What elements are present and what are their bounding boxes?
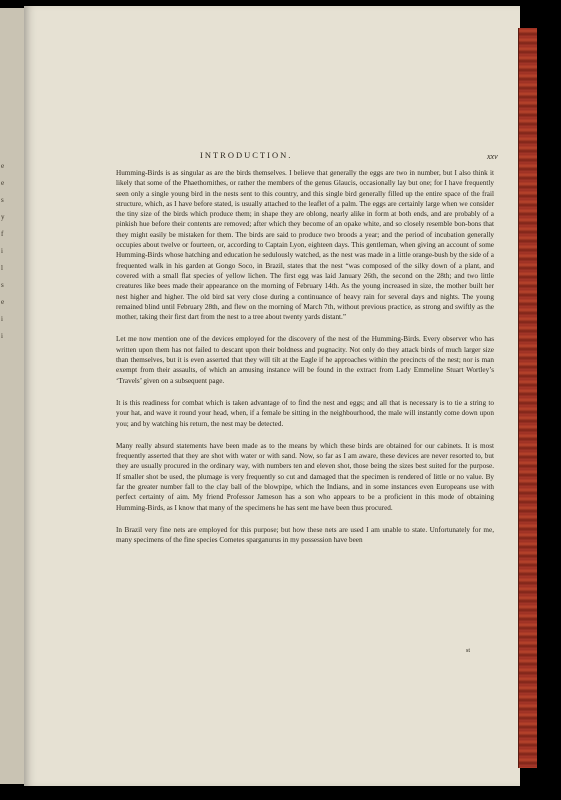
paragraph: Many really absurd statements have been made as to the means by which these birds are obtained for our cabinets. It is most frequently asserted that they are shot with water or with sand. Now, so far as I am aware, these devices are never resorted to, but they are usually procured in the ordinary way, with numbers ten and eleven shot, those being the sizes best suited for the purpose. If smaller shot be used, the plumage is very frequently so cut and damaged that the specimen is rendered of little or no value. By far the greater number fall to the clay ball of the blowpipe, which the Indians, and in some instances even Europeans use with perfect certainty of aim. My friend Professor Jameson has a son who appears to be a proficient in this mode of obtaining Humming-Birds, as I know that many of the specimens he has sent me have been thus procured. [116,441,494,512]
margin-letter: l [1,264,3,272]
margin-letter: e [1,298,5,306]
previous-page-edge [0,8,25,784]
previous-page-margin-letters [1,158,13,345]
paragraph: In Brazil very fine nets are employed for this purpose; but how these nets are used I am unable to state. Unfortunately for me, many specimens of the fine species Cometes sparganurus in my possession have been [116,525,494,545]
margin-letter: y [1,213,5,221]
margin-letter: e [1,162,5,170]
page-number: xxv [487,152,498,161]
paragraph: It is this readiness for combat which is taken advantage of to find the nest and eggs; and all that is necessary is to tie a string to your hat, and wave it round your head, when, if a female be sitting in the neighbourhood, the male will instantly come down upon you; and by watching his return, the nest may be detected. [116,398,494,428]
margin-letter: s [1,196,4,204]
page-edge-marbled [518,28,537,768]
margin-letter: s [1,281,4,289]
body-text [116,168,494,558]
margin-letter: e [1,179,5,187]
margin-letter: i [1,315,3,323]
paragraph: Humming-Birds is as singular as are the birds themselves. I believe that generally the eggs are two in number, but I also think it likely that some of the Phaethornithes, or rather the members of the genus Glaucis, occasionally lay but one; for I have frequently seen only a single young bird in the nests sent to this country, and this single bird generally filled up the entire space of the frail structure, which, as I have before stated, is usually attached to the leaflet of a palm. The eggs are certainly large when we consider the tiny size of the birds which produce them; in shape they are oblong, nearly alike in form at both ends, and are probably of a pinkish hue before their contents are removed; after which they become of an opake white, and so closely resemble bon-bons that they might easily be mistaken for them. The birds are said to produce two broods a year; and the period of incubation generally occupies about twelve or fourteen, or, according to Captain Lyon, eighteen days. This gentleman, when giving an account of some Humming-Birds whose hatching and education he sedulously watched, as the nest was made in a little orange-bush by the side of a frequented walk in his garden at Gongo Soco, in Brazil, states that the nest “was composed of the silky down of a plant, and covered with a small flat species of yellow lichen. The first egg was laid January 26th, the second on the 28th; and two little creatures like bees made their appearance on the morning of February 14th. As the young increased in size, the mother built her nest higher and higher. The old bird sat very close during a continuance of heavy rain for several days and nights. The young remained blind until February 28th, and flew on the morning of March 7th, without previous practice, as strong and swiftly as the mother, taking their first dart from the nest to a tree about twenty yards distant.” [116,169,494,322]
margin-letter: f [1,230,4,238]
signature-mark: st [466,648,471,654]
paragraph: Let me now mention one of the devices employed for the discovery of the nest of the Humming-Birds. Every observer who has written upon them has not failed to descant upon their boldness and pugnacity. Not only do they attack birds of much larger size than themselves, but it is even asserted that they will tilt at the Eagle if he approaches within the precincts of the nest; nor is man exempt from their assaults, of which an amusing instance will be found in the extract from Lady Emmeline Stuart Wortley’s ‘Travels’ given on a subsequent page. [116,335,494,385]
margin-letter: i [1,247,3,255]
running-header: INTRODUCTION. [200,150,293,160]
margin-letter: i [1,332,3,340]
